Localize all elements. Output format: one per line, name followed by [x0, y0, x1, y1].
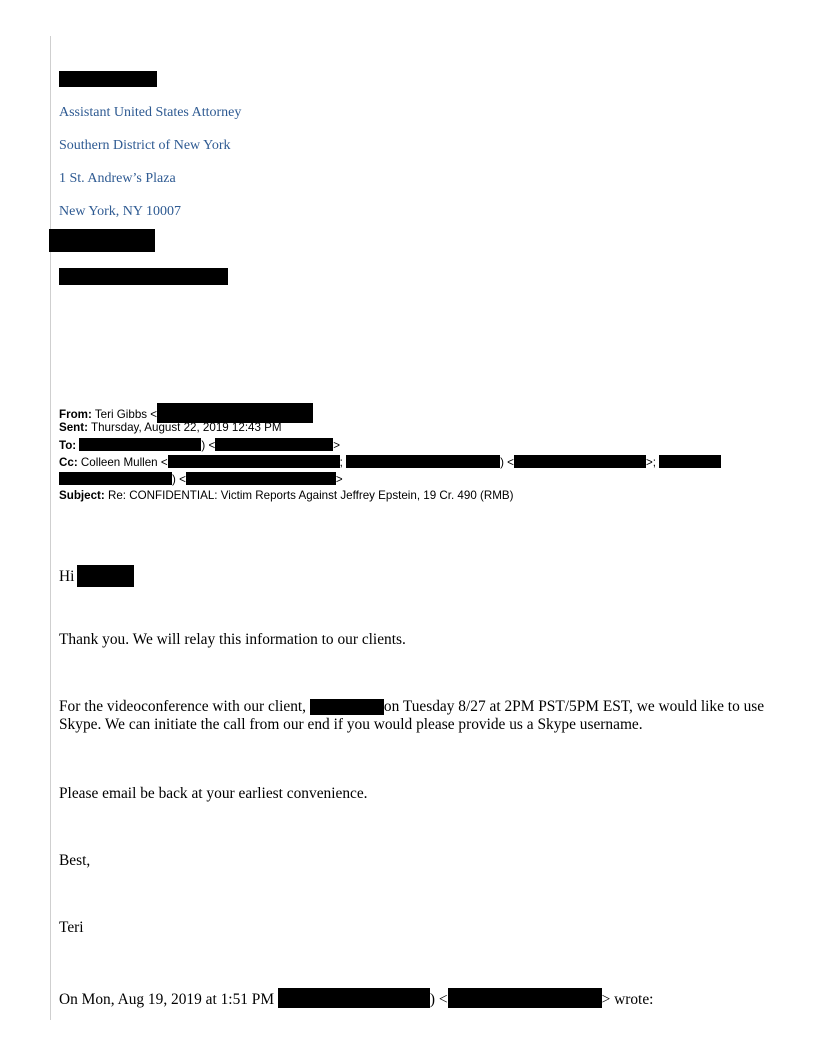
header-from — [59, 403, 313, 423]
from-name: Teri Gibbs < — [94, 408, 158, 421]
greeting: Hi — [59, 568, 75, 585]
signature-title: Assistant United States Attorney — [59, 105, 242, 120]
cc-sep-4: ) < — [172, 473, 186, 486]
redacted-to-name — [79, 438, 201, 451]
header-cc-cont — [59, 472, 343, 487]
redacted-cc-email-1 — [168, 455, 340, 468]
redacted-cc-name-3b — [59, 472, 172, 485]
redacted-cc-name-3 — [659, 455, 721, 468]
redacted-quote-email — [448, 988, 602, 1008]
redacted-from-email — [157, 403, 313, 423]
quoted-header — [59, 988, 653, 1009]
to-label: To: — [59, 439, 77, 452]
redacted-phone — [49, 229, 155, 252]
paragraph-2 — [59, 698, 774, 734]
paragraph-2-a: For the videoconference with our client, — [59, 698, 307, 715]
paragraph-3: Please email be back at your earliest convenience. — [59, 785, 368, 802]
sent-label: Sent: — [59, 421, 88, 434]
redacted-to-email — [215, 438, 333, 451]
redacted-cc-email-3 — [186, 472, 336, 485]
sent-value: Thursday, August 22, 2019 12:43 PM — [91, 421, 282, 434]
cc-sep-2: ) < — [500, 456, 514, 469]
redacted-recipient-name — [77, 565, 134, 587]
redacted-cc-name-2 — [346, 455, 500, 468]
paragraph-1: Thank you. We will relay this information to our clients. — [59, 631, 406, 648]
from-label: From: — [59, 408, 92, 421]
paragraph-2-b: on Tuesday 8/27 at 2PM PST/5PM EST, we would like to use Skype. We can initiate the call from our end if you would please provide us a Skype username. — [59, 698, 765, 733]
cc-gt: > — [335, 473, 343, 486]
cc-sep-3: >; — [645, 456, 656, 469]
signature-street: 1 St. Andrew’s Plaza — [59, 171, 176, 186]
quote-date: On Mon, Aug 19, 2019 at 1:51 PM — [59, 991, 275, 1008]
signature-city: New York, NY 10007 — [59, 204, 181, 219]
redacted-name — [59, 71, 157, 87]
header-cc — [59, 455, 721, 470]
redacted-cc-email-2 — [514, 455, 646, 468]
greeting-line — [59, 565, 134, 587]
redacted-email — [59, 268, 228, 285]
cc-first: Colleen Mullen < — [80, 456, 168, 469]
cc-sep-1: ; — [339, 456, 343, 469]
quote-wrote: > wrote: — [601, 991, 654, 1008]
to-gt: > — [333, 439, 341, 452]
signature-office: Southern District of New York — [59, 138, 231, 153]
redacted-quote-name — [278, 988, 430, 1008]
cc-label: Cc: — [59, 456, 78, 469]
header-to — [59, 438, 340, 453]
subject-value: Re: CONFIDENTIAL: Victim Reports Against Jeffrey Epstein, 19 Cr. 490 (RMB) — [107, 489, 514, 502]
subject-label: Subject: — [59, 489, 105, 502]
redacted-client-name — [310, 699, 384, 715]
header-sent — [59, 421, 282, 435]
closing: Best, — [59, 852, 91, 869]
header-subject — [59, 489, 513, 503]
quote-sep: ) < — [429, 991, 448, 1008]
to-sep: ) < — [201, 439, 216, 452]
quote-margin-line — [50, 36, 51, 1020]
signoff: Teri — [59, 919, 84, 936]
